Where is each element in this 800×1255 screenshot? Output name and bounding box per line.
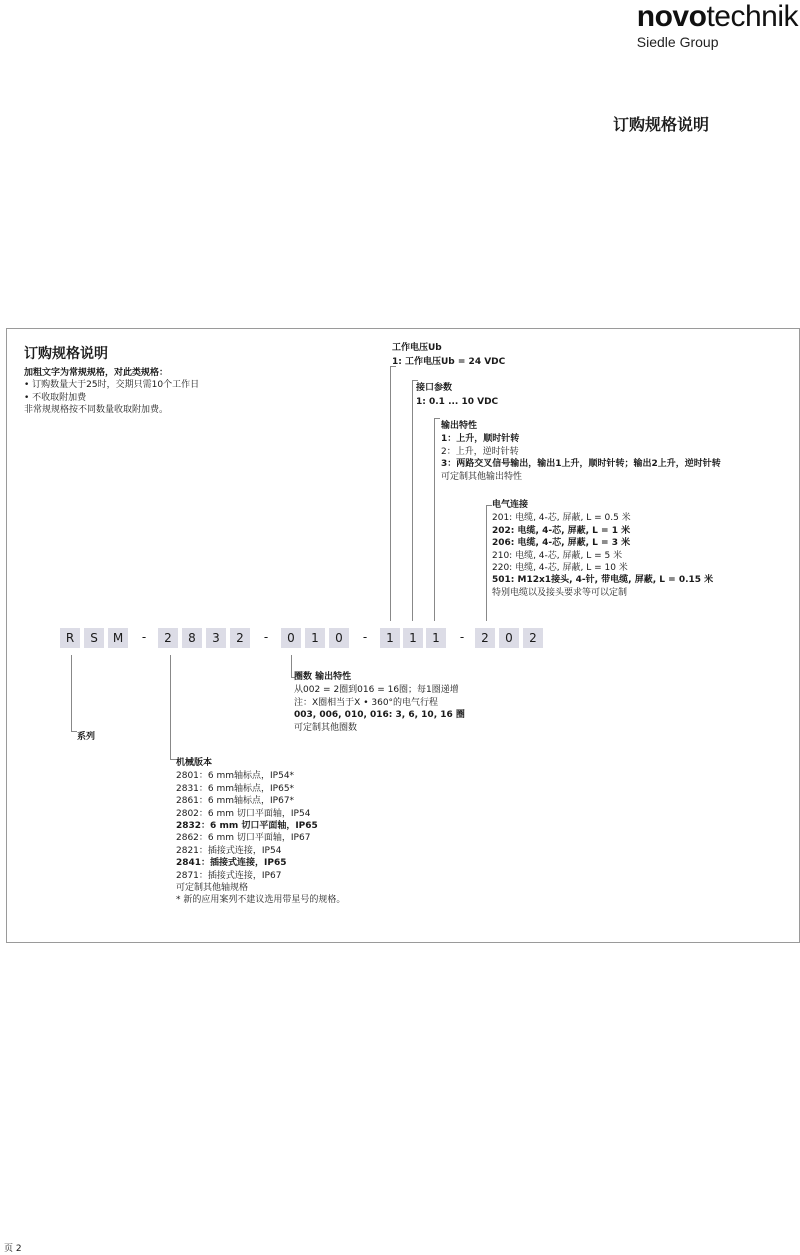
interface-option: 1: 0.1 ... 10 VDC (416, 397, 499, 408)
code-char: 2 (158, 628, 178, 648)
connector-line (71, 655, 72, 731)
page-number: 页 2 (4, 1244, 22, 1254)
voltage-option: 1: 工作电压Ub = 24 VDC (392, 357, 506, 368)
mech-option: 2871：插接式连接，IP67 (176, 870, 282, 881)
electrical-title: 电气连接 (492, 500, 529, 510)
mech-section (176, 757, 345, 907)
turns-line: 从002 = 2圈到016 = 16圈；每1圈递增 (294, 685, 459, 696)
turns-line: 注：X圈相当于X • 360°的电气行程 (294, 697, 439, 708)
output-title: 输出特性 (441, 421, 478, 431)
connector-line (412, 380, 413, 621)
notes-line: 非常规规格按不同数量收取附加费。 (24, 405, 169, 416)
notes-line: • 订购数量大于25时，交期只需10个工作日 (24, 380, 200, 391)
electrical-custom-note: 特别电缆以及接头要求等可以定制 (492, 587, 628, 598)
code-char: 1 (305, 628, 325, 648)
table-title: 订购规格说明 (24, 346, 108, 362)
electrical-option: 206: 电缆, 4-芯, 屏蔽, L = 3 米 (492, 538, 631, 549)
code-char: 1 (403, 628, 423, 648)
code-separator: - (263, 630, 269, 644)
mech-option: 2802：6 mm 切口平面轴，IP54 (176, 808, 311, 819)
connector-line (434, 418, 440, 419)
logo-brand-bold: novo (636, 0, 707, 33)
novotechnik-logo (637, 2, 798, 50)
code-char: S (84, 628, 104, 648)
electrical-option: 202: 电缆, 4-芯, 屏蔽, L = 1 米 (492, 525, 631, 536)
code-separator: - (362, 630, 368, 644)
output-option: 1：上升，顺时针转 (441, 434, 520, 445)
series-title: 系列 (77, 732, 96, 742)
mech-option: 2831：6 mm轴标点，IP65* (176, 783, 295, 794)
connector-line (390, 366, 391, 621)
logo-wordmark (637, 2, 798, 32)
turns-title: 圈数 输出特性 (294, 672, 352, 682)
mech-option: 2821：插接式连接，IP54 (176, 845, 282, 856)
code-char: 3 (206, 628, 226, 648)
connector-line (291, 655, 292, 677)
code-char: 0 (281, 628, 301, 648)
turns-section (294, 671, 465, 734)
connector-line (434, 418, 435, 621)
code-char: 2 (475, 628, 495, 648)
code-char: 2 (230, 628, 250, 648)
logo-subtitle: Siedle Group (636, 34, 719, 50)
code-char: 1 (426, 628, 446, 648)
code-char: M (108, 628, 128, 648)
notes-line: • 不收取附加费 (24, 392, 87, 403)
page-heading: 订购规格说明 (613, 115, 710, 134)
code-char: 2 (523, 628, 543, 648)
code-separator: - (141, 630, 147, 644)
interface-title: 接口参数 (416, 383, 453, 393)
code-char: 8 (182, 628, 202, 648)
mech-option: 2861：6 mm轴标点，IP67* (176, 796, 295, 807)
electrical-option: 501: M12x1接头, 4-针, 带电缆, 屏蔽, L = 0.15 米 (492, 575, 714, 586)
mech-option: 2862：6 mm 切口平面轴，IP67 (176, 833, 311, 844)
mech-title: 机械版本 (176, 758, 213, 768)
output-section (441, 420, 721, 483)
mech-option: 2841：插接式连接，IP65 (176, 858, 287, 869)
code-char: R (60, 628, 80, 648)
mech-custom-note: 可定制其他轴规格 (176, 883, 249, 894)
code-separator: - (459, 630, 465, 644)
connector-line (486, 505, 487, 621)
voltage-title: 工作电压Ub (392, 343, 442, 353)
mech-option: 2801：6 mm轴标点，IP54* (176, 771, 295, 782)
voltage-section (392, 342, 505, 369)
connector-line (170, 655, 171, 759)
logo-brand-light: technik (706, 0, 798, 33)
turns-line: 003, 006, 010, 016: 3, 6, 10, 16 圈 (294, 710, 465, 721)
code-char: 0 (499, 628, 519, 648)
mech-option: 2832：6 mm 切口平面轴，IP65 (176, 821, 318, 832)
electrical-section (492, 499, 713, 599)
turns-custom-note: 可定制其他圈数 (294, 722, 358, 733)
output-option: 3：两路交叉信号输出，输出1上升，顺时针转；输出2上升，逆时针转 (441, 459, 721, 470)
output-custom-note: 可定制其他输出特性 (441, 471, 523, 482)
code-char: 0 (329, 628, 349, 648)
interface-section (416, 382, 498, 409)
electrical-option: 220: 电缆, 4-芯, 屏蔽, L = 10 米 (492, 563, 628, 574)
electrical-option: 201: 电缆, 4-芯, 屏蔽, L = 0.5 米 (492, 513, 631, 524)
notes-heading: 加粗文字为常规规格，对此类规格： (24, 368, 169, 378)
mech-footnote: * 新的应用案列不建议选用带星号的规格。 (176, 895, 346, 906)
code-char: 1 (380, 628, 400, 648)
electrical-option: 210: 电缆, 4-芯, 屏蔽, L = 5 米 (492, 550, 623, 561)
standard-notes (24, 367, 199, 417)
output-option: 2：上升，逆时针转 (441, 446, 519, 457)
connector-line (412, 380, 418, 381)
